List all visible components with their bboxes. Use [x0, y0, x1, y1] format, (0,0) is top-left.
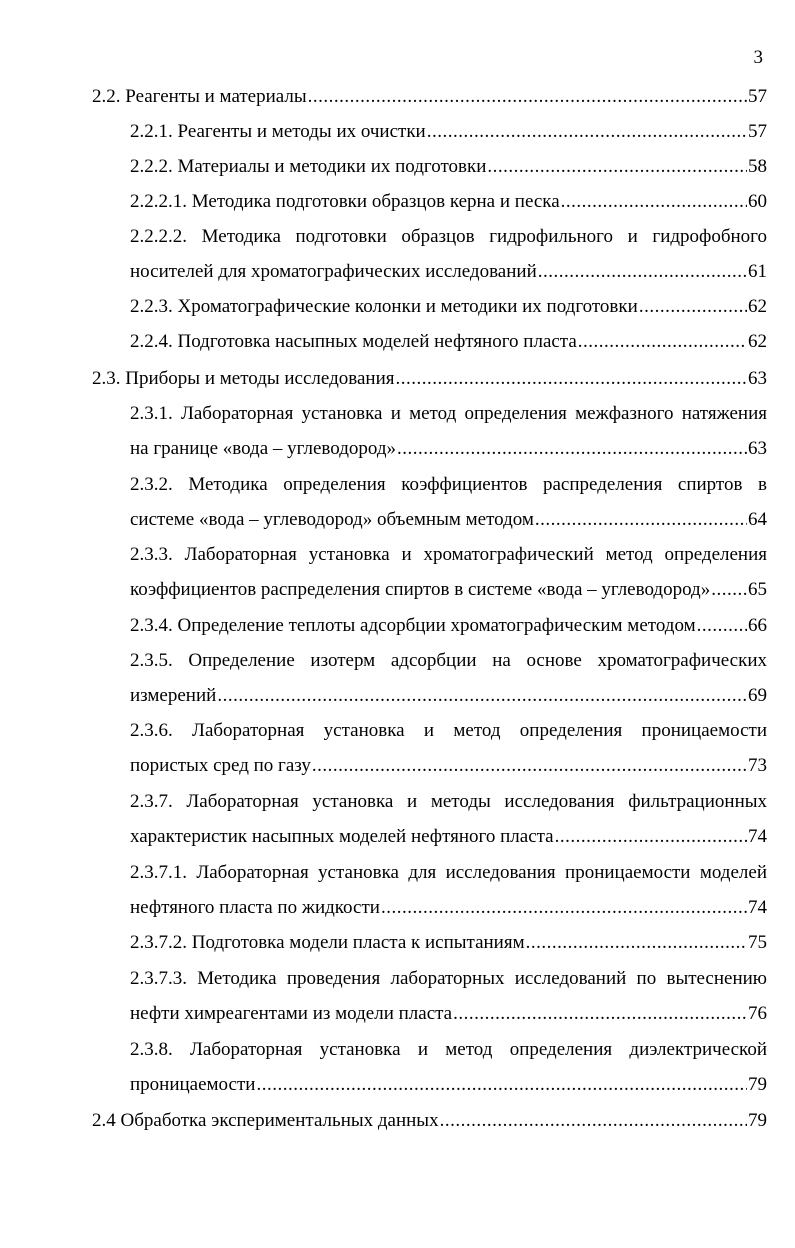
toc-entry-title: 2.3.4. Определение теплоты адсорбции хроматографическим методом: [130, 615, 696, 636]
toc-entry-page: 58: [748, 156, 767, 177]
toc-entry-page: 76: [748, 1003, 767, 1024]
toc-entry-title: нефти химреагентами из модели пласта: [130, 1003, 453, 1024]
toc-entry-first-line: 2.3.2. Методика определения коэффициентов распределения спиртов в: [130, 474, 767, 495]
toc-entry-title: коэффициентов распределения спиртов в системе «вода – углеводород»: [130, 579, 711, 600]
toc-entry-title: 2.2.2.1. Методика подготовки образцов керна и песка: [130, 191, 560, 212]
toc-entry: [130, 329, 767, 355]
toc-entry: [130, 577, 767, 603]
toc-entry: [130, 259, 767, 285]
toc-leader: [427, 119, 747, 145]
toc-entry-page: 79: [748, 1074, 767, 1095]
toc-entry: [92, 84, 767, 110]
toc-entry: [92, 1108, 767, 1134]
toc-entry-title: измерений: [130, 685, 217, 706]
toc-leader: [535, 507, 747, 533]
toc-leader: [397, 436, 747, 462]
toc-entry-page: 69: [748, 685, 767, 706]
toc-entry-title: 2.2.3. Хроматографические колонки и методики их подготовки: [130, 296, 638, 317]
toc-entry: [130, 930, 767, 956]
toc-entry-first-line: 2.3.7. Лабораторная установка и методы исследования фильтрационных: [130, 791, 767, 812]
toc-leader: [487, 154, 747, 180]
toc-entry-title: носителей для хроматографических исследований: [130, 261, 537, 282]
toc-leader: [526, 930, 747, 956]
toc-leader: [561, 189, 747, 215]
toc-entry: [130, 824, 767, 850]
toc-entry-title: 2.2. Реагенты и материалы: [92, 86, 307, 107]
toc-entry-title: пористых сред по газу: [130, 755, 311, 776]
toc-leader: [440, 1108, 747, 1134]
toc-entry-page: 65: [748, 579, 767, 600]
toc-entry-title: системе «вода – углеводород» объемным методом: [130, 509, 534, 530]
toc-entry: [130, 753, 767, 779]
toc-entry: [130, 507, 767, 533]
toc-entry-page: 60: [748, 191, 767, 212]
toc-entry-first-line: 2.2.2.2. Методика подготовки образцов гидрофильного и гидрофобного: [130, 226, 767, 247]
toc-entry: [130, 119, 767, 145]
toc-entry-page: 63: [748, 438, 767, 459]
toc-leader: [395, 366, 747, 392]
toc-entry-page: 57: [748, 86, 767, 107]
toc-entry-title: нефтяного пласта по жидкости: [130, 897, 380, 918]
toc-entry-page: 64: [748, 509, 767, 530]
toc-leader: [312, 753, 747, 779]
toc-entry-first-line: 2.3.7.1. Лабораторная установка для исследования проницаемости моделей: [130, 862, 767, 883]
toc-entry-page: 74: [748, 826, 767, 847]
toc-entry-first-line: 2.3.5. Определение изотерм адсорбции на основе хроматографических: [130, 650, 767, 671]
toc-entry-title: 2.2.1. Реагенты и методы их очистки: [130, 121, 426, 142]
toc-leader: [578, 329, 747, 355]
toc-entry-page: 66: [748, 615, 767, 636]
toc-entry-page: 62: [748, 331, 767, 352]
toc-entry-title: 2.4 Обработка экспериментальных данных: [92, 1110, 439, 1131]
toc-entry: [92, 366, 767, 392]
toc-leader: [453, 1001, 747, 1027]
toc-entry-first-line: 2.3.3. Лабораторная установка и хроматографический метод определения: [130, 544, 767, 565]
toc-entry-title: характеристик насыпных моделей нефтяного пласта: [130, 826, 554, 847]
toc-leader: [538, 259, 747, 285]
toc-leader: [555, 824, 747, 850]
toc-entry: [130, 1072, 767, 1098]
toc-entry-first-line: 2.3.1. Лабораторная установка и метод определения межфазного натяжения: [130, 403, 767, 424]
toc-entry: [130, 683, 767, 709]
toc-leader: [711, 577, 747, 603]
toc-entry: [130, 294, 767, 320]
toc-leader: [381, 895, 747, 921]
toc-entry-page: 63: [748, 368, 767, 389]
toc-entry-first-line: 2.3.8. Лабораторная установка и метод определения диэлектрической: [130, 1039, 767, 1060]
toc-entry: [130, 189, 767, 215]
toc-entry-page: 75: [748, 932, 767, 953]
toc-entry-page: 74: [748, 897, 767, 918]
toc-entry: [130, 1001, 767, 1027]
toc-entry: [130, 436, 767, 462]
toc-entry-title: 2.3.7.2. Подготовка модели пласта к испытаниям: [130, 932, 525, 953]
toc-entry: [130, 154, 767, 180]
toc-entry-title: проницаемости: [130, 1074, 256, 1095]
toc-entry-page: 57: [748, 121, 767, 142]
toc-entry-title: 2.3. Приборы и методы исследования: [92, 368, 395, 389]
toc-entry-title: 2.2.2. Материалы и методики их подготовки: [130, 156, 487, 177]
toc-entry-page: 61: [748, 261, 767, 282]
toc-leader: [217, 683, 747, 709]
toc-leader: [256, 1072, 747, 1098]
toc-entry-page: 62: [748, 296, 767, 317]
page-number: 3: [753, 47, 763, 68]
toc-entry: [130, 895, 767, 921]
toc-entry-page: 73: [748, 755, 767, 776]
toc-leader: [697, 613, 747, 639]
toc-entry-first-line: 2.3.6. Лабораторная установка и метод определения проницаемости: [130, 720, 767, 741]
toc-entry-title: на границе «вода – углеводород»: [130, 438, 396, 459]
toc-entry: [130, 613, 767, 639]
toc-entry-first-line: 2.3.7.3. Методика проведения лабораторных исследований по вытеснению: [130, 968, 767, 989]
toc-entry-page: 79: [748, 1110, 767, 1131]
toc-leader: [308, 84, 747, 110]
toc-leader: [639, 294, 747, 320]
toc-entry-title: 2.2.4. Подготовка насыпных моделей нефтяного пласта: [130, 331, 577, 352]
